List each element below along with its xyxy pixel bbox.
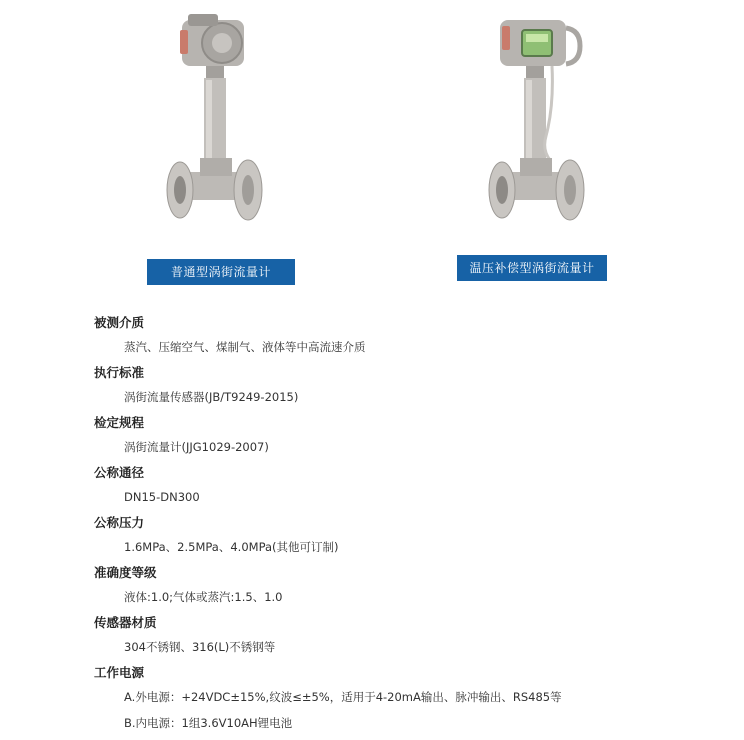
spec-heading-pressure: 公称压力 <box>94 515 145 530</box>
spec-value-diameter: DN15-DN300 <box>124 490 200 504</box>
product-image-compensated <box>482 0 592 240</box>
spec-value-accuracy: 液体:1.0;气体或蒸汽:1.5、1.0 <box>124 590 283 604</box>
product-label-compensated: 温压补偿型涡街流量计 <box>457 255 607 281</box>
spec-heading-diameter: 公称通径 <box>94 465 145 480</box>
product-label-standard: 普通型涡街流量计 <box>147 259 295 285</box>
spec-value-verification: 涡街流量计(JJG1029-2007) <box>124 440 269 454</box>
spec-value-power-external: A.外电源：+24VDC±15%,纹波≤±5%，适用于4-20mA输出、脉冲输出、RS485等 <box>124 690 562 704</box>
spec-value-material: 304不锈钢、316(L)不锈钢等 <box>124 640 276 654</box>
product-image-standard <box>160 0 270 240</box>
spec-value-power-internal: B.内电源：1组3.6V10AH锂电池 <box>124 716 293 730</box>
spec-list <box>94 314 714 740</box>
spec-heading-verification: 检定规程 <box>94 415 145 430</box>
spec-value-pressure: 1.6MPa、2.5MPa、4.0MPa(其他可订制) <box>124 540 339 554</box>
spec-heading-material: 传感器材质 <box>94 615 157 630</box>
spec-heading-standard: 执行标准 <box>94 365 145 380</box>
spec-value-standard: 涡街流量传感器(JB/T9249-2015) <box>124 390 299 404</box>
spec-value-medium: 蒸汽、压缩空气、煤制气、液体等中高流速介质 <box>124 340 366 354</box>
spec-heading-medium: 被测介质 <box>94 315 145 330</box>
spec-heading-power: 工作电源 <box>94 665 145 680</box>
spec-heading-accuracy: 准确度等级 <box>94 565 157 580</box>
